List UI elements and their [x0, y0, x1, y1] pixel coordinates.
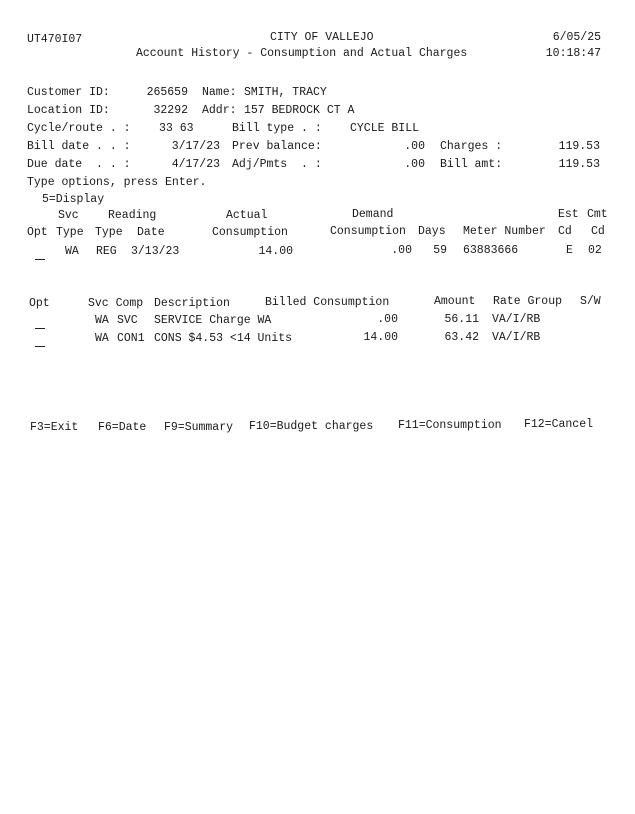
- adj-pmts: .00: [404, 158, 425, 171]
- reading-opt-input[interactable]: [35, 259, 45, 260]
- prev-balance: .00: [404, 140, 425, 153]
- location-id-label: Location ID:: [27, 104, 110, 117]
- org-name: CITY OF VALLEJO: [270, 31, 374, 44]
- charges-col-description: Description: [154, 297, 230, 310]
- customer-id: 265659: [146, 86, 188, 99]
- bill-type: CYCLE BILL: [350, 122, 420, 135]
- col-cmt-top: Cmt: [587, 208, 608, 221]
- charges-col-svc-comp: Svc Comp: [88, 297, 144, 310]
- charges-col-opt: Opt: [29, 297, 50, 310]
- due-date-label: Due date . . :: [27, 158, 131, 171]
- cycle-route-label: Cycle/route . :: [27, 122, 131, 135]
- col-actual-top: Actual: [226, 209, 268, 222]
- col-est-top: Est: [558, 208, 579, 221]
- col-demand-consumption: Consumption: [330, 225, 406, 238]
- reading-cmt-cd: 02: [588, 244, 602, 257]
- program-id: UT470I07: [27, 33, 83, 46]
- fkey-f3-exit[interactable]: F3=Exit: [30, 421, 79, 434]
- bill-date: 3/17/23: [171, 140, 220, 153]
- options-legend: 5=Display: [42, 193, 105, 206]
- reading-date: 3/13/23: [131, 245, 180, 258]
- charge-opt-input-2[interactable]: [35, 346, 45, 347]
- fkey-f12-cancel[interactable]: F12=Cancel: [524, 418, 594, 431]
- report-date: 6/05/25: [552, 31, 601, 44]
- address: 157 BEDROCK CT A: [244, 104, 355, 117]
- reading-est-cd: E: [566, 244, 573, 257]
- charge-amount: 56.11: [444, 313, 479, 326]
- charge-consumption: .00: [377, 313, 398, 326]
- bill-amt: 119.53: [558, 158, 600, 171]
- charge-svc: WA: [95, 332, 109, 345]
- col-date: Date: [137, 226, 165, 239]
- location-id: 32292: [153, 104, 188, 117]
- col-reading-type: Type: [95, 226, 123, 239]
- instructions: Type options, press Enter.: [27, 176, 207, 189]
- col-opt: Opt: [27, 226, 48, 239]
- prev-balance-label: Prev balance:: [232, 140, 322, 153]
- page-title: Account History - Consumption and Actual Charges: [136, 47, 468, 60]
- reading-days: 59: [433, 244, 447, 257]
- charges-col-amount: Amount: [434, 295, 476, 308]
- charge-rate-group: VA/I/RB: [492, 313, 541, 326]
- reading-svc-type: WA: [65, 245, 79, 258]
- reading-actual: 14.00: [258, 245, 293, 258]
- fkey-f10-budget-charges[interactable]: F10=Budget charges: [249, 420, 374, 433]
- due-date: 4/17/23: [171, 158, 220, 171]
- col-days: Days: [418, 225, 446, 238]
- charge-comp: CON1: [117, 332, 145, 345]
- charge-svc: WA: [95, 314, 109, 327]
- reading-type: REG: [96, 245, 117, 258]
- charges-col-billed-consumption: Billed Consumption: [265, 296, 390, 309]
- addr-label: Addr:: [202, 104, 237, 117]
- charge-rate-group: VA/I/RB: [492, 331, 541, 344]
- charges-col-sw: S/W: [580, 295, 601, 308]
- fkey-f11-consumption[interactable]: F11=Consumption: [398, 419, 502, 432]
- customer-id-label: Customer ID:: [27, 86, 110, 99]
- charge-comp: SVC: [117, 314, 138, 327]
- col-meter-number: Meter Number: [463, 225, 546, 238]
- col-cmt-cd: Cd: [591, 225, 605, 238]
- reading-demand: .00: [391, 244, 412, 257]
- bill-amt-label: Bill amt:: [440, 158, 503, 171]
- charge-amount: 63.42: [444, 331, 479, 344]
- charges: 119.53: [558, 140, 600, 153]
- col-demand-top: Demand: [352, 208, 394, 221]
- charge-opt-input-1[interactable]: [35, 328, 45, 329]
- charges-col-rate-group: Rate Group: [493, 295, 563, 308]
- report-time: 10:18:47: [545, 47, 601, 60]
- col-reading-top: Reading: [108, 209, 157, 222]
- fkey-f9-summary[interactable]: F9=Summary: [164, 421, 234, 434]
- col-est-cd: Cd: [558, 225, 572, 238]
- reading-meter-number: 63883666: [463, 244, 519, 257]
- charge-consumption: 14.00: [363, 331, 398, 344]
- adj-pmts-label: Adj/Pmts . :: [232, 158, 322, 171]
- customer-name: SMITH, TRACY: [244, 86, 327, 99]
- charges-label: Charges :: [440, 140, 503, 153]
- fkey-f6-date[interactable]: F6=Date: [98, 421, 147, 434]
- col-svc-type: Type: [56, 226, 84, 239]
- bill-type-label: Bill type . :: [232, 122, 322, 135]
- name-label: Name:: [202, 86, 237, 99]
- cycle-route: 33 63: [159, 122, 194, 135]
- col-svc-top: Svc: [58, 209, 79, 222]
- charge-description: CONS $4.53 <14 Units: [154, 332, 293, 345]
- col-actual-consumption: Consumption: [212, 226, 288, 239]
- charge-description: SERVICE Charge WA: [154, 314, 272, 327]
- bill-date-label: Bill date . . :: [27, 140, 131, 153]
